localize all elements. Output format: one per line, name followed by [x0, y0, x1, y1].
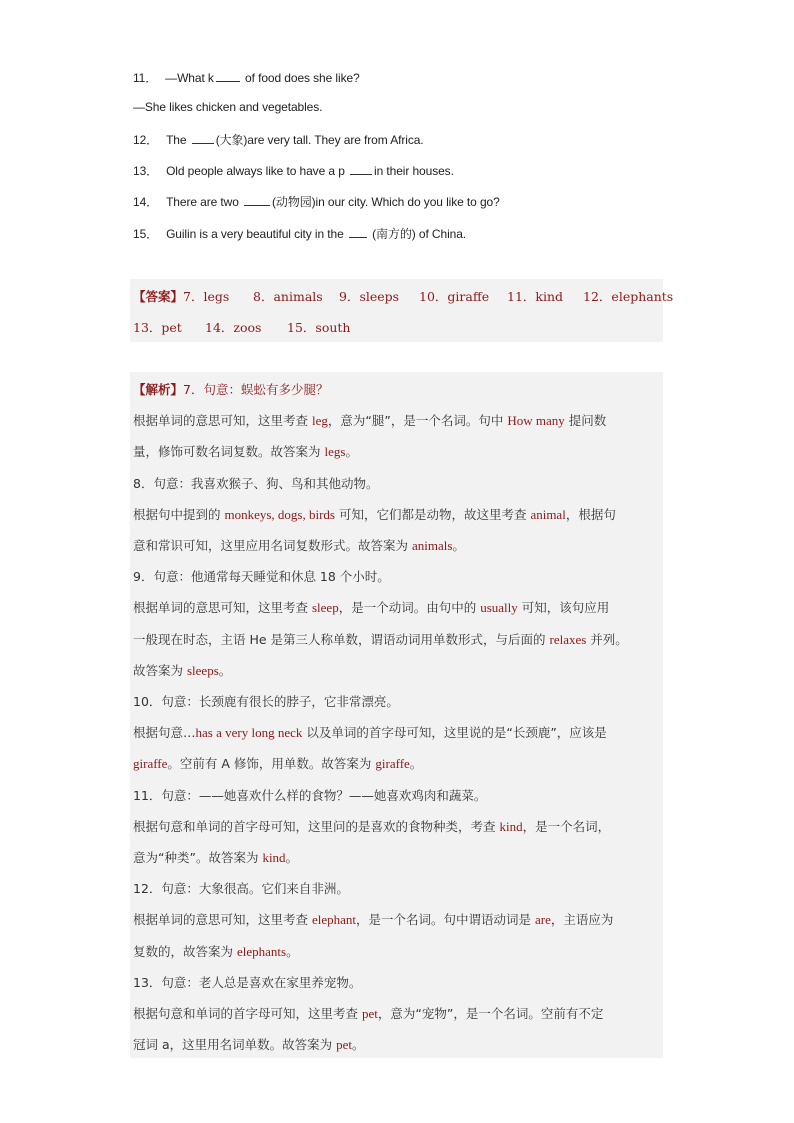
answer-blank[interactable] [216, 70, 240, 82]
question-13: 13． Old people always like to have a p in their houses. [133, 164, 454, 178]
answer-blank[interactable] [349, 226, 367, 238]
analysis-line: 意为“种类”。故答案为 kind。 [133, 850, 299, 865]
analysis-line: 【解析】7．句意：蜈蚣有多少腿？ [133, 382, 329, 397]
analysis-line: 故答案为 sleeps。 [133, 662, 232, 678]
analysis-line: 8．句意：我喜欢猴子、狗、鸟和其他动物。 [133, 475, 379, 491]
analysis-line: 意和常识可知，这里应用名词复数形式。故答案为 animals。 [133, 538, 465, 553]
analysis-line: 复数的，故答案为 elephants。 [133, 943, 299, 959]
analysis-line: 根据句意和单词的首字母可知，这里考查 pet，意为“宠物”，是一个名词。空前有不定 [133, 1006, 604, 1021]
analysis-line: 冠词 a，这里用名词单数。故答案为 pet。 [133, 1037, 365, 1053]
analysis-line: giraffe。空前有 A 修饰，用单数。故答案为 giraffe。 [133, 756, 423, 772]
analysis-line: 根据单词的意思可知，这里考查 leg，意为“腿”，是一个名词。句中 How many 提问数 [133, 413, 607, 429]
answer-row-2: 13．pet 14．zoos 15．south [133, 320, 351, 335]
answer-row-1: 【答案】7．legs 8．animals 9．sleeps 10．giraffe 11．kind 12．elephants [133, 289, 674, 304]
analysis-line: 根据单词的意思可知，这里考查 sleep，是一个动词。由句中的 usually 可知，该句应用 [133, 600, 610, 616]
question-11: 11． —What k of food does she like? [133, 71, 360, 85]
analysis-line: 根据句中提到的 monkeys, dogs, birds 可知，它们都是动物，故这里考查 animal，根据句 [133, 506, 616, 522]
analysis-line: 量，修饰可数名词复数。故答案为 legs。 [133, 444, 358, 460]
answer-blank[interactable] [192, 132, 214, 144]
question-14: 14． There are two (动物园)in our city. Which do you like to go? [133, 195, 500, 209]
question-11-reply: —She likes chicken and vegetables. [133, 100, 323, 114]
analysis-line: 根据句意…has a very long neck 以及单词的首字母可知，这里说的是“长颈鹿”，应该是 [133, 725, 607, 741]
analysis-label: 【解析】 [133, 382, 184, 397]
question-12: 12． The (大象)are very tall. They are from Africa. [133, 133, 424, 147]
analysis-line: 根据句意和单词的首字母可知，这里问的是喜欢的食物种类，考查 kind，是一个名词， [133, 818, 611, 834]
analysis-line: 13．句意：老人总是喜欢在家里养宠物。 [133, 974, 362, 990]
analysis-line: 9．句意：他通常每天睡觉和休息 18 个小时。 [133, 569, 390, 585]
question-15: 15． Guilin is a very beautiful city in the (南方的) of China. [133, 227, 467, 241]
analysis-line: 10．句意：长颈鹿有很长的脖子，它非常漂亮。 [133, 694, 399, 709]
answer-label: 【答案】 [133, 289, 184, 304]
analysis-line: 一般现在时态，主语 He 是第三人称单数，谓语动词用单数形式，与后面的 relaxes 并列。 [133, 631, 628, 647]
answer-blank[interactable] [350, 163, 372, 175]
analysis-line: 根据单词的意思可知，这里考查 elephant，是一个名词。句中谓语动词是 are，主语应为 [133, 912, 614, 928]
answer-blank[interactable] [244, 194, 270, 206]
analysis-line: 11．句意：——她喜欢什么样的食物？——她喜欢鸡肉和蔬菜。 [133, 787, 487, 803]
analysis-line: 12．句意：大象很高。它们来自非洲。 [133, 881, 349, 897]
